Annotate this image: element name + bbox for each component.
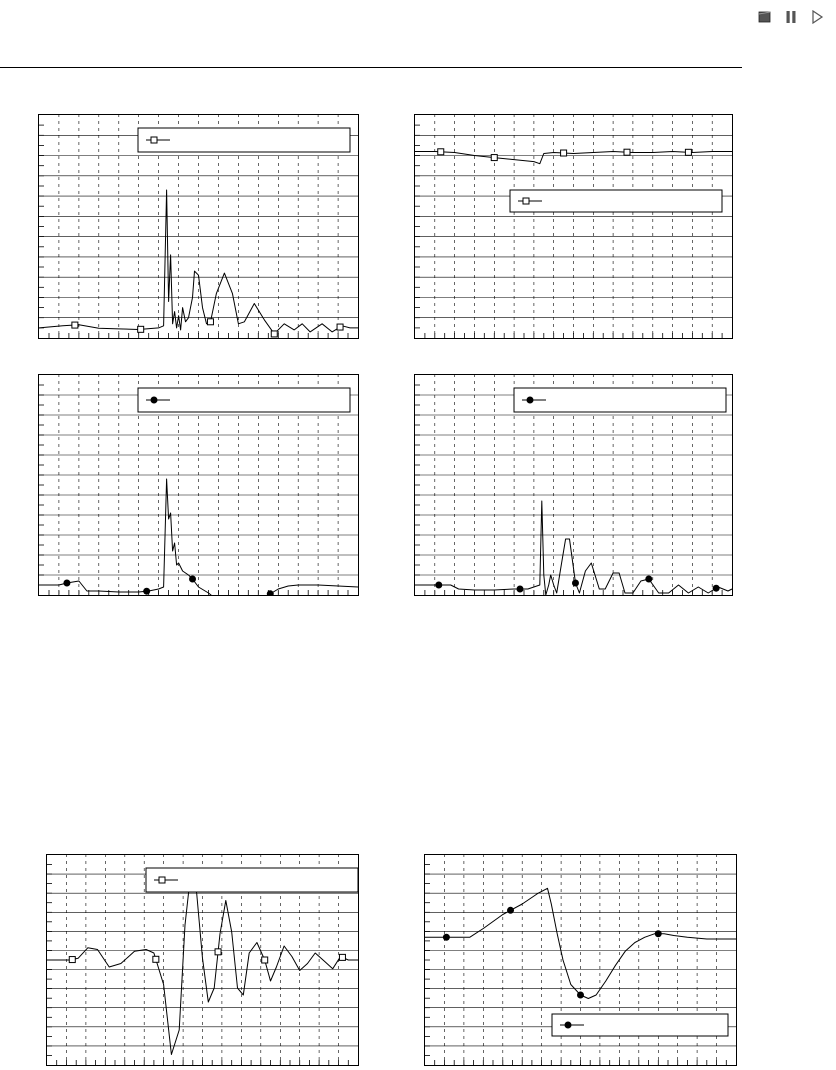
legend xyxy=(138,388,350,412)
toolbar xyxy=(754,6,828,28)
chart-panel-4 xyxy=(414,374,733,596)
data-point xyxy=(72,322,78,328)
data-point xyxy=(685,149,691,155)
play-icon[interactable] xyxy=(806,6,828,28)
legend xyxy=(510,190,722,212)
chart-panel-6 xyxy=(424,854,737,1066)
data-point xyxy=(624,149,630,155)
chart-6 xyxy=(424,854,737,1066)
legend-marker xyxy=(159,877,165,883)
stop-icon[interactable] xyxy=(754,6,776,28)
chart-4 xyxy=(414,374,733,596)
chart-5 xyxy=(46,854,359,1066)
data-point xyxy=(491,155,497,161)
data-point xyxy=(337,324,343,330)
chart-1 xyxy=(38,114,359,339)
data-point xyxy=(443,934,450,941)
legend-marker xyxy=(151,397,158,404)
data-point xyxy=(138,326,144,332)
legend xyxy=(138,128,350,152)
data-point xyxy=(189,576,196,583)
header-divider xyxy=(0,67,742,68)
data-point xyxy=(143,588,150,595)
data-point xyxy=(339,954,345,960)
legend-marker xyxy=(151,137,157,143)
chart-2 xyxy=(414,114,733,339)
data-point xyxy=(69,957,75,963)
legend-marker xyxy=(523,198,529,204)
legend xyxy=(146,868,358,892)
chart-panel-5 xyxy=(46,854,359,1066)
data-point xyxy=(262,957,268,963)
data-point xyxy=(207,319,213,325)
data-point xyxy=(713,585,720,592)
chart-panel-1 xyxy=(38,114,359,339)
chart-panel-2 xyxy=(414,114,733,339)
data-point xyxy=(572,580,579,587)
chart-3 xyxy=(38,374,359,596)
data-point xyxy=(438,149,444,155)
chart-panel-3 xyxy=(38,374,359,596)
legend-marker xyxy=(527,397,534,404)
legend-marker xyxy=(565,1022,572,1029)
data-point xyxy=(577,992,584,999)
data-point xyxy=(655,930,662,937)
data-point xyxy=(507,907,514,914)
data-point xyxy=(271,331,277,337)
pause-icon[interactable] xyxy=(780,6,802,28)
data-point xyxy=(517,586,524,593)
data-point xyxy=(561,150,567,156)
legend xyxy=(552,1014,728,1036)
data-point xyxy=(645,576,652,583)
data-point xyxy=(63,580,70,587)
data-point xyxy=(153,956,159,962)
data-point xyxy=(215,949,221,955)
legend xyxy=(514,388,726,412)
data-point xyxy=(435,582,442,589)
